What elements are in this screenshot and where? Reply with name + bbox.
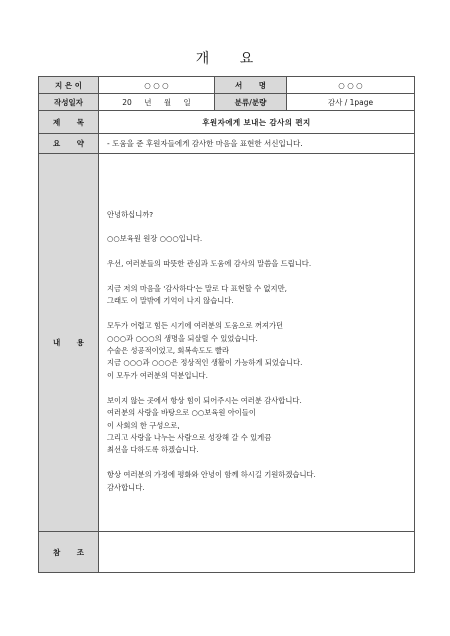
subject-row (39, 111, 415, 134)
letter-paragraph (107, 283, 406, 308)
letter-line: 이 모두가 여러분의 덕분입니다. (107, 370, 208, 380)
content-label: 내 용 (39, 154, 99, 532)
date-label: 작성일자 (39, 94, 99, 111)
letter-line: 이 사회의 한 구성으로, (107, 420, 180, 430)
date-row (39, 94, 415, 111)
letter-line: 안녕하십니까? (107, 209, 154, 219)
letter-line: 그리고 사랑을 나누는 사람으로 성장해 갈 수 있게끔 (107, 432, 272, 442)
summary-row (39, 134, 415, 154)
letter-paragraph (107, 320, 406, 382)
letter-line: 여러분의 사랑을 바탕으로 ○○보육원 아이들이 (107, 408, 256, 418)
reference-value (99, 532, 415, 573)
reference-row (39, 532, 415, 573)
signature-value: ○ ○ ○ (287, 77, 415, 94)
letter-line: 우선, 여러분들의 따뜻한 관심과 도움에 감사의 말씀을 드립니다. (107, 259, 312, 269)
letter-text (107, 209, 406, 494)
page-title: 개 요 (195, 51, 255, 67)
letter-paragraph (107, 469, 406, 494)
overview-form-table (38, 76, 415, 573)
letter-line: 최선을 다하도록 하겠습니다. (107, 445, 199, 455)
letter-line: 모두가 어렵고 힘든 시기에 여러분의 도움으로 꺼져가던 (107, 321, 284, 331)
letter-paragraph (107, 233, 406, 245)
letter-line: 지금 저의 마음을 '감사하다'는 말로 다 표현할 수 없지만, (107, 284, 287, 294)
author-row (39, 77, 415, 94)
letter-line: ○○보육원 원장 ○○○입니다. (107, 234, 203, 244)
letter-line: 수술은 성공적이었고, 회복속도도 빨라 (107, 346, 230, 356)
date-value: 20 년 월 일 (99, 94, 215, 111)
author-label: 지 은 이 (39, 77, 99, 94)
letter-paragraph (107, 395, 406, 457)
letter-line: 항상 여러분의 가정에 평화와 안녕이 함께 하시길 기원하겠습니다. (107, 470, 316, 480)
subject-value: 후원자에게 보내는 감사의 편지 (99, 111, 415, 134)
author-value: ○ ○ ○ (99, 77, 215, 94)
reference-label: 참 조 (39, 532, 99, 573)
subject-label: 제 목 (39, 111, 99, 134)
letter-line: 보이지 않는 곳에서 항상 힘이 되어주시는 여러분 감사합니다. (107, 395, 302, 405)
category-value: 감사 / 1page (287, 94, 415, 111)
letter-paragraph (107, 258, 406, 270)
category-label: 분류/분량 (215, 94, 287, 111)
content-body (99, 154, 415, 532)
letter-line: 지금 ○○○과 ○○○은 정상적인 생활이 가능하게 되었습니다. (107, 358, 303, 368)
content-row (39, 154, 415, 532)
letter-paragraph (107, 209, 406, 221)
summary-label: 요 약 (39, 134, 99, 154)
letter-line: 감사합니다. (107, 482, 145, 492)
summary-value: - 도움을 준 후원자들에게 감사한 마음을 표현한 서신입니다. (99, 134, 415, 154)
letter-line: 그래도 이 말밖에 기억이 나지 않습니다. (107, 296, 234, 306)
signature-label: 서 명 (215, 77, 287, 94)
letter-line: ○○○과 ○○○의 생명을 되살릴 수 있었습니다. (107, 333, 258, 343)
